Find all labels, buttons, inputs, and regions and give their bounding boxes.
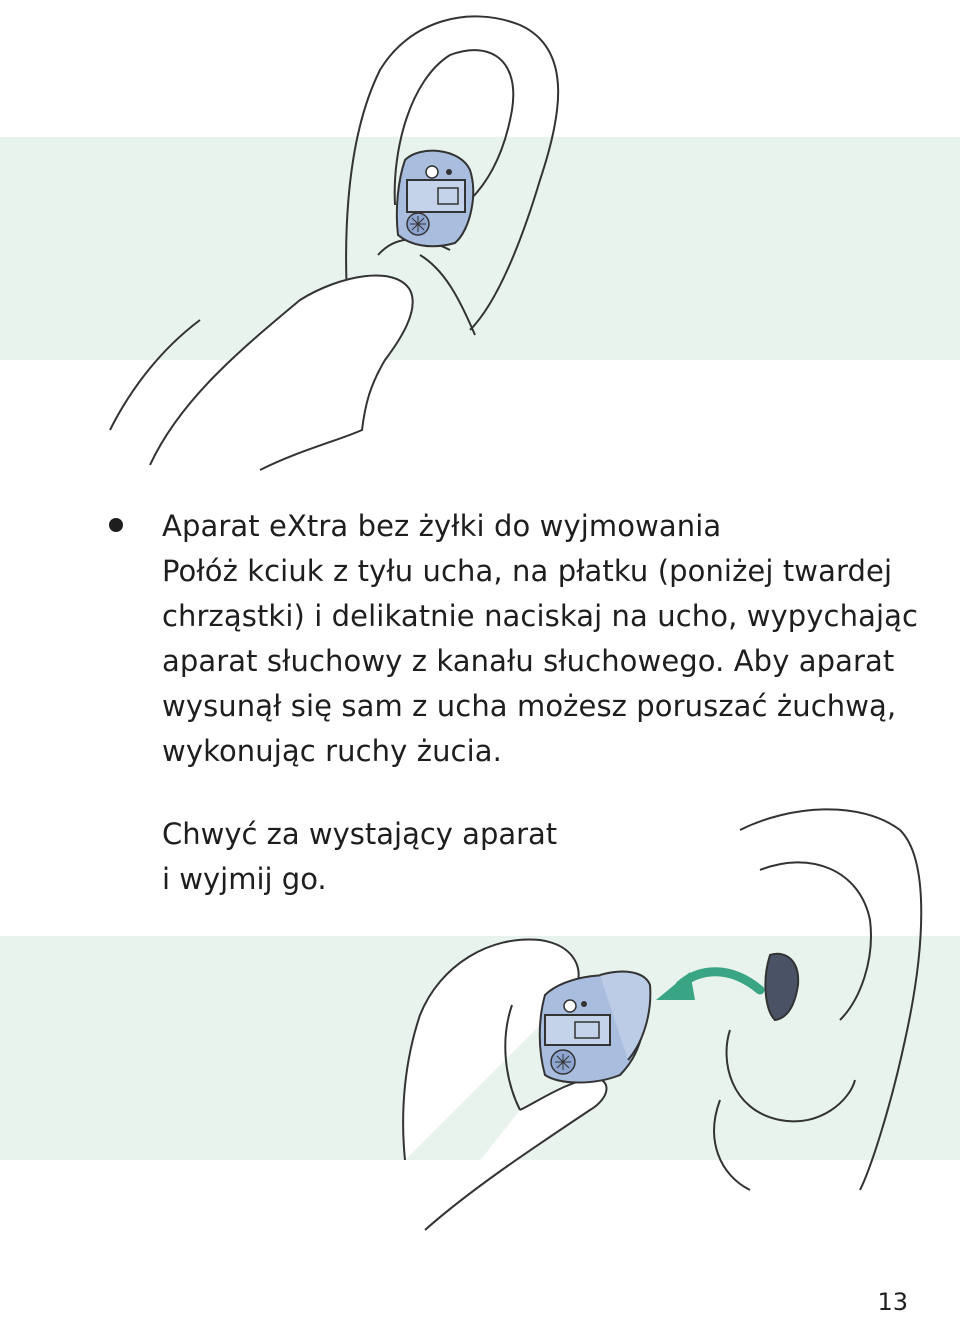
- instruction-line: wykonując ruchy żucia.: [162, 734, 502, 768]
- instruction-line: chrząstki) i delikatnie naciskaj na ucho, wypychając: [162, 599, 919, 633]
- arrow-icon: [656, 972, 760, 1000]
- page-number: 13: [877, 1288, 908, 1316]
- second-paragraph-line: i wyjmij go.: [162, 862, 327, 896]
- ear-canal-aid-bottom: [765, 954, 798, 1020]
- bullet-icon: [109, 518, 123, 532]
- instruction-line: aparat słuchowy z kanału słuchowego. Aby aparat: [162, 644, 895, 678]
- second-paragraph: [162, 812, 922, 902]
- instruction-text: [162, 504, 922, 774]
- instruction-line: Połóż kciuk z tyłu ucha, na płatku (poniżej twardej: [162, 554, 893, 588]
- instruction-line: wysunął się sam z ucha możesz poruszać żuchwą,: [162, 689, 897, 723]
- hearing-aid-bottom: [540, 972, 651, 1083]
- second-paragraph-line: Chwyć za wystający aparat: [162, 817, 558, 851]
- hand-thumb-top: [110, 276, 413, 470]
- instruction-heading: Aparat eXtra bez żyłki do wyjmowania: [162, 509, 722, 543]
- hearing-aid-top: [397, 151, 473, 247]
